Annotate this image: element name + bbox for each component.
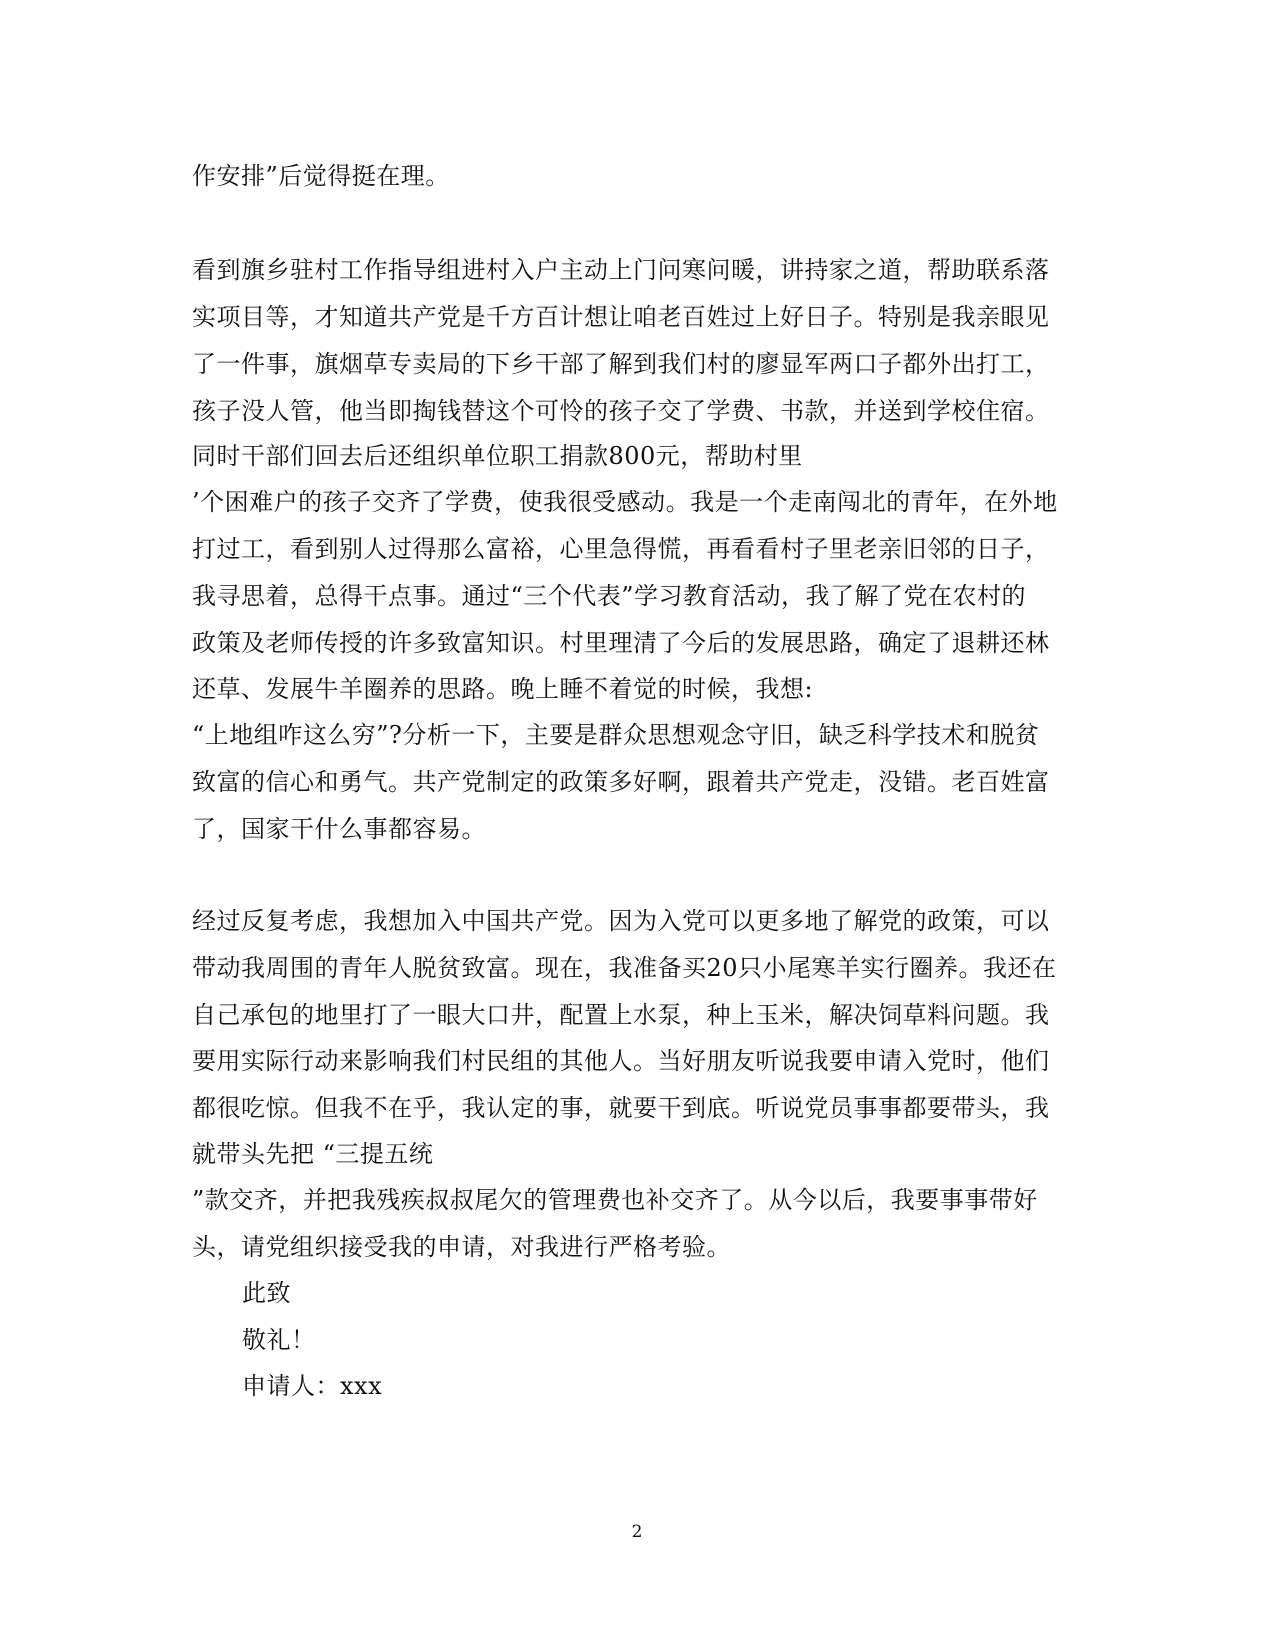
text-line: 实项目等，才知道共产党是千方百计想让咱老百姓过上好日子。特别是我亲眼见 [192, 303, 1050, 331]
text-line: 作安排”后觉得挺在理。 [192, 162, 450, 190]
text-line: 政策及老师传授的许多致富知识。村里理清了今后的发展思路，确定了退耕还林 [192, 629, 1050, 657]
closing-respect: 敬礼！ [242, 1326, 316, 1354]
text-line: 就带头先把 “三提五统 [192, 1140, 434, 1168]
text-line: 都很吃惊。但我不在乎，我认定的事，就要干到底。听说党员事事都要带头，我 [192, 1094, 1050, 1122]
text-line: “上地组咋这么穷”?分析一下，主要是群众思想观念守旧，缺乏科学技术和脱贫 [192, 721, 1040, 749]
text-line: ’个困难户的孩子交齐了学费，使我很受感动。我是一个走南闯北的青年，在外地 [192, 488, 1058, 516]
text-line: 同时干部们回去后还组织单位职工捐款800元，帮助村里 [192, 442, 803, 470]
text-line: 还草、发展牛羊圈养的思路。晚上睡不着觉的时候，我想: [192, 675, 814, 703]
text-line: 头，请党组织接受我的申请，对我进行严格考验。 [192, 1233, 731, 1261]
page-number: 2 [631, 1522, 643, 1542]
text-line: 看到旗乡驻村工作指导组进村入户主动上门问寒问暖，讲持家之道，帮助联系落 [192, 256, 1050, 284]
text-line: 致富的信心和勇气。共产党制定的政策多好啊，跟着共产党走，没错。老百姓富 [192, 768, 1050, 796]
text-line: 了，国家干什么事都容易。 [192, 815, 486, 843]
text-line: 经过反复考虑，我想加入中国共产党。因为入党可以更多地了解党的政策，可以 [192, 907, 1050, 935]
text-line: 自己承包的地里打了一眼大口井，配置上水泵，种上玉米，解决饲草料问题。我 [192, 1001, 1050, 1029]
text-line: 打过工，看到别人过得那么富裕，心里急得慌，再看看村子里老亲旧邻的日子， [192, 535, 1050, 563]
applicant-signature: 申请人：xxx [242, 1372, 383, 1400]
text-line: 带动我周围的青年人脱贫致富。现在，我准备买20只小尾寒羊实行圈养。我还在 [192, 954, 1057, 982]
text-line: 要用实际行动来影响我们村民组的其他人。当好朋友听说我要申请入党时，他们 [192, 1047, 1050, 1075]
text-line: 孩子没人管，他当即掏钱替这个可怜的孩子交了学费、书款，并送到学校住宿。 [192, 397, 1050, 425]
text-line: ”款交齐，并把我残疾叔叔尾欠的管理费也补交齐了。从今以后，我要事事带好 [192, 1186, 1038, 1214]
text-line: 了一件事，旗烟草专卖局的下乡干部了解到我们村的廖显军两口子都外出打工， [192, 350, 1050, 378]
closing-salutation: 此致 [242, 1279, 291, 1307]
text-line: 我寻思着，总得干点事。通过“三个代表”学习教育活动，我了解了党在农村的 [192, 582, 1027, 610]
